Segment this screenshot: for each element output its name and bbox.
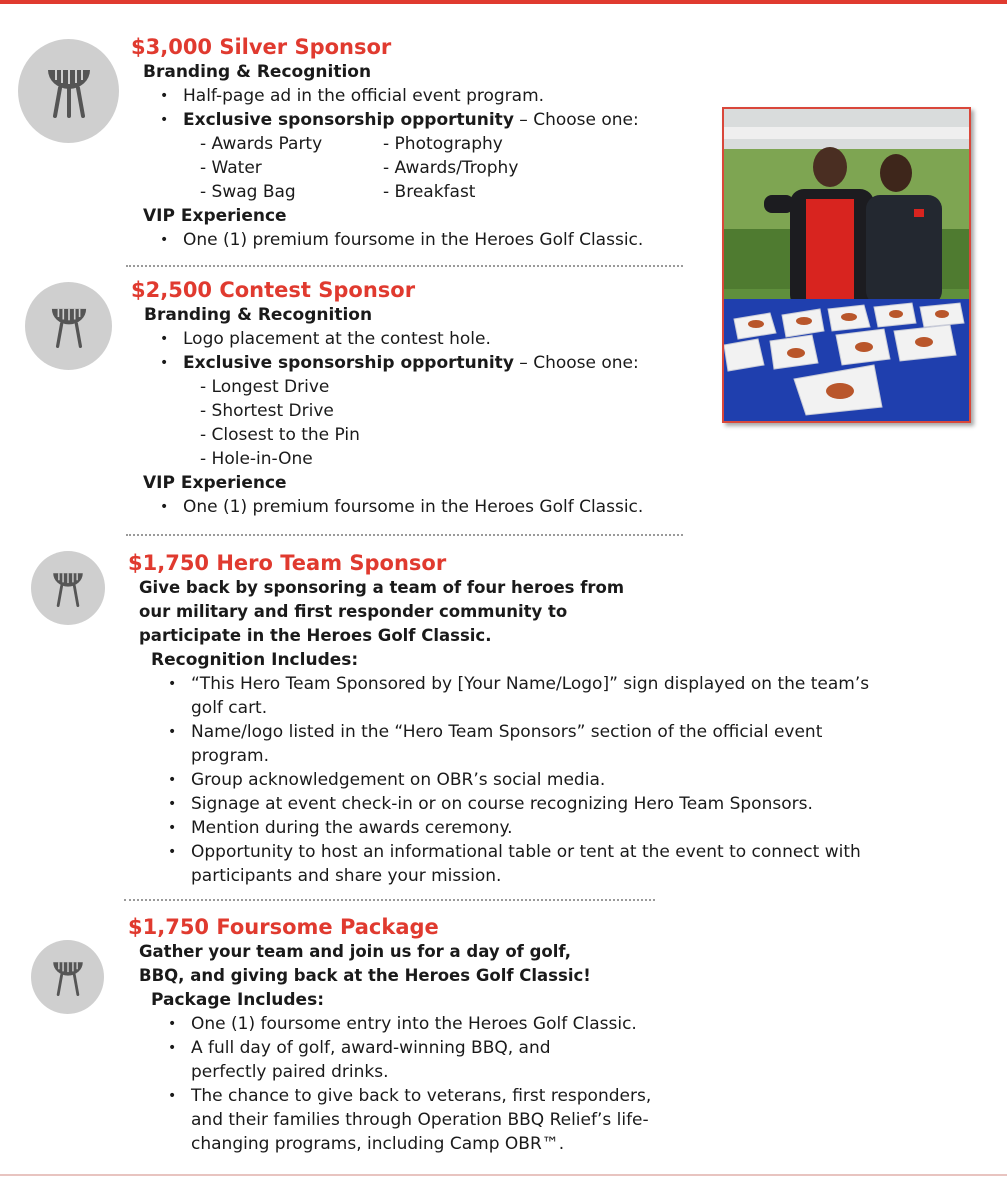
grill-icon (25, 282, 112, 370)
recognition-heading: Recognition Includes: (151, 650, 359, 670)
vip-heading: VIP Experience (143, 206, 287, 226)
grill-icon (31, 551, 105, 625)
option-item: - Photography (383, 134, 503, 154)
list-item: • Signage at event check-in or on course recognizing Hero Team Sponsors. (166, 792, 886, 816)
list-item: • Mention during the awards ceremony. (166, 816, 886, 840)
silver-sponsor-section (131, 34, 711, 252)
package-heading: Package Includes: (151, 990, 324, 1010)
event-photo (722, 107, 971, 423)
list-item: • One (1) premium foursome in the Heroes Golf Classic. (158, 228, 711, 252)
section-intro: Give back by sponsoring a team of four heroes from our military and first responder community to participate in the Heroes Golf Classic. (139, 578, 625, 645)
list-item: • One (1) foursome entry into the Heroes Golf Classic. (166, 1012, 686, 1036)
branding-heading: Branding & Recognition (143, 62, 372, 82)
option-item: - Breakfast (383, 182, 476, 202)
option-item: - Longest Drive (200, 377, 330, 397)
top-accent-rule (0, 0, 1007, 4)
option-item: - Awards/Trophy (383, 158, 519, 178)
list-item: • A full day of golf, award-winning BBQ, and perfectly paired drinks. (166, 1036, 686, 1084)
bottom-accent-rule (0, 1174, 1007, 1176)
option-item: - Water (200, 158, 262, 178)
option-item: - Awards Party (200, 134, 323, 154)
grill-icon (18, 39, 119, 143)
vip-heading: VIP Experience (143, 473, 287, 493)
list-item: • Half-page ad in the official event program. (158, 84, 711, 108)
section-divider (126, 265, 683, 267)
list-item: • Exclusive sponsorship opportunity – Choose one: (158, 108, 711, 132)
section-title: $3,000 Silver Sponsor (131, 35, 392, 59)
option-item: - Closest to the Pin (200, 425, 360, 445)
contest-sponsor-section (131, 277, 711, 519)
foursome-package-section (128, 914, 728, 1156)
section-divider (126, 534, 683, 536)
option-item: - Swag Bag (200, 182, 296, 202)
branding-heading: Branding & Recognition (144, 305, 373, 325)
option-item: - Hole-in-One (200, 449, 313, 469)
section-title: $1,750 Hero Team Sponsor (128, 551, 447, 575)
section-divider (124, 899, 655, 901)
list-item: • Logo placement at the contest hole. (158, 327, 711, 351)
list-item: • Group acknowledgement on OBR’s social media. (166, 768, 886, 792)
section-title: $1,750 Foursome Package (128, 915, 439, 939)
list-item: • “This Hero Team Sponsored by [Your Name/Logo]” sign displayed on the team’s golf cart. (166, 672, 886, 720)
list-item: • Exclusive sponsorship opportunity – Choose one: (158, 351, 711, 375)
option-item: - Shortest Drive (200, 401, 334, 421)
section-intro: Gather your team and join us for a day of golf, BBQ, and giving back at the Heroes Golf Classic! (139, 942, 591, 985)
list-item: • One (1) premium foursome in the Heroes Golf Classic. (158, 495, 711, 519)
list-item: • Opportunity to host an informational table or tent at the event to connect with participants and share your mission. (166, 840, 886, 888)
section-title: $2,500 Contest Sponsor (131, 278, 416, 302)
grill-icon (31, 940, 104, 1014)
list-item: • The chance to give back to veterans, first responders, and their families through Operation BBQ Relief’s life-changing programs, including Camp OBR™. (166, 1084, 686, 1156)
list-item: • Name/logo listed in the “Hero Team Sponsors” section of the official event program. (166, 720, 886, 768)
hero-team-sponsor-section (128, 550, 888, 888)
